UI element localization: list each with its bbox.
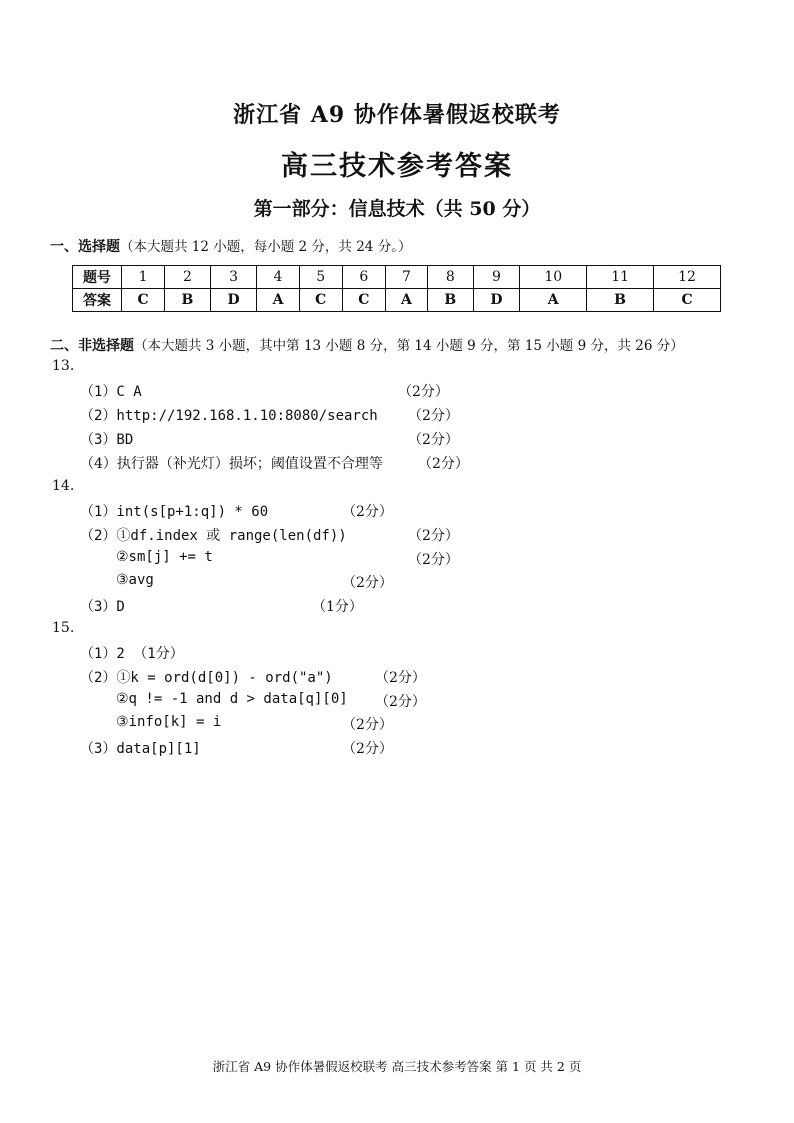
table-cell: D bbox=[473, 289, 520, 312]
q13-score-2: （2分） bbox=[408, 408, 459, 424]
q14-answer-2: （2）①df.index 或 range(len(df)) bbox=[80, 528, 347, 544]
choice-answer-table bbox=[72, 265, 721, 312]
q13-score-4: （2分） bbox=[418, 456, 469, 472]
table-cell: 9 bbox=[473, 266, 520, 289]
q13-answer-2: （2）http://192.168.1.10:8080/search bbox=[80, 408, 378, 424]
table-cell: 4 bbox=[257, 266, 299, 289]
q15-answer-2b: ②q != -1 and d > data[q][0] bbox=[116, 691, 348, 707]
q14-score-2b: （2分） bbox=[408, 552, 459, 568]
q13-answer-3: （3）BD bbox=[80, 432, 134, 448]
q13-number: 13. bbox=[52, 358, 75, 374]
q14-answer-1: （1）int(s[p+1:q]) * 60 bbox=[80, 504, 269, 520]
section2-title: 二、非选择题 bbox=[50, 338, 134, 354]
section2-heading bbox=[50, 334, 684, 355]
part-heading: 第一部分：信息技术（共 50 分） bbox=[253, 198, 541, 220]
section2-note: （本大题共 3 小题，其中第 13 小题 8 分，第 14 小题 9 分，第 15 小题 9 分，共 26 分） bbox=[134, 338, 684, 354]
q15-answer-3: （3）data[p][1] bbox=[80, 741, 201, 757]
q15-score-2b: （2分） bbox=[375, 694, 426, 710]
q15-number: 15. bbox=[52, 620, 75, 636]
q14-answer-2b: ②sm[j] += t bbox=[116, 549, 213, 565]
table-cell: A bbox=[385, 289, 427, 312]
q13-score-1: （2分） bbox=[398, 384, 449, 400]
q13-score-3: （2分） bbox=[408, 432, 459, 448]
q13-answer-1: （1）C A bbox=[80, 384, 142, 400]
table-cell: 12 bbox=[654, 266, 721, 289]
row-label-answer: 答案 bbox=[73, 289, 122, 312]
table-cell: C bbox=[299, 289, 342, 312]
table-cell: D bbox=[210, 289, 257, 312]
exam-title: 浙江省 A9 协作体暑假返校联考 bbox=[233, 102, 561, 128]
table-cell: 10 bbox=[520, 266, 587, 289]
q14-answer-3: （3）D bbox=[80, 599, 125, 615]
table-cell: A bbox=[257, 289, 299, 312]
q15-score-2: （2分） bbox=[375, 670, 426, 686]
table-cell: 1 bbox=[122, 266, 165, 289]
table-cell: B bbox=[428, 289, 474, 312]
table-cell: 2 bbox=[165, 266, 211, 289]
q15-answer-1: （1）2 （1分） bbox=[80, 646, 184, 662]
question-number-row bbox=[73, 266, 721, 289]
table-cell: C bbox=[654, 289, 721, 312]
section1-heading bbox=[50, 235, 411, 256]
q15-score-2c: （2分） bbox=[342, 717, 393, 733]
table-cell: 6 bbox=[342, 266, 385, 289]
table-cell: C bbox=[122, 289, 165, 312]
table-cell: C bbox=[342, 289, 385, 312]
q14-answer-2c: ③avg bbox=[116, 572, 154, 588]
table-cell: 11 bbox=[587, 266, 654, 289]
q14-score-2c: （2分） bbox=[342, 575, 393, 591]
table-cell: B bbox=[587, 289, 654, 312]
table-cell: 5 bbox=[299, 266, 342, 289]
table-cell: 7 bbox=[385, 266, 427, 289]
page-footer: 浙江省 A9 协作体暑假返校联考 高三技术参考答案 第 1 页 共 2 页 bbox=[212, 1059, 582, 1074]
answer-key-title: 高三技术参考答案 bbox=[281, 151, 513, 182]
table-cell: 3 bbox=[210, 266, 257, 289]
q14-score-1: （2分） bbox=[342, 504, 393, 520]
q14-score-3: （1分） bbox=[312, 599, 363, 615]
section1-note: （本大题共 12 小题，每小题 2 分，共 24 分。） bbox=[120, 239, 412, 255]
table-cell: B bbox=[165, 289, 211, 312]
q13-answer-4: （4）执行器（补光灯）损坏；阈值设置不合理等 bbox=[80, 456, 383, 472]
answer-row bbox=[73, 289, 721, 312]
q15-score-3: （2分） bbox=[342, 741, 393, 757]
table-cell: 8 bbox=[428, 266, 474, 289]
row-label-number: 题号 bbox=[73, 266, 122, 289]
q15-answer-2c: ③info[k] = i bbox=[116, 714, 222, 730]
q15-answer-2: （2）①k = ord(d[0]) - ord("a") bbox=[80, 670, 333, 686]
q14-score-2: （2分） bbox=[408, 528, 459, 544]
section1-title: 一、选择题 bbox=[50, 239, 120, 255]
q14-number: 14. bbox=[52, 478, 75, 494]
table-cell: A bbox=[520, 289, 587, 312]
